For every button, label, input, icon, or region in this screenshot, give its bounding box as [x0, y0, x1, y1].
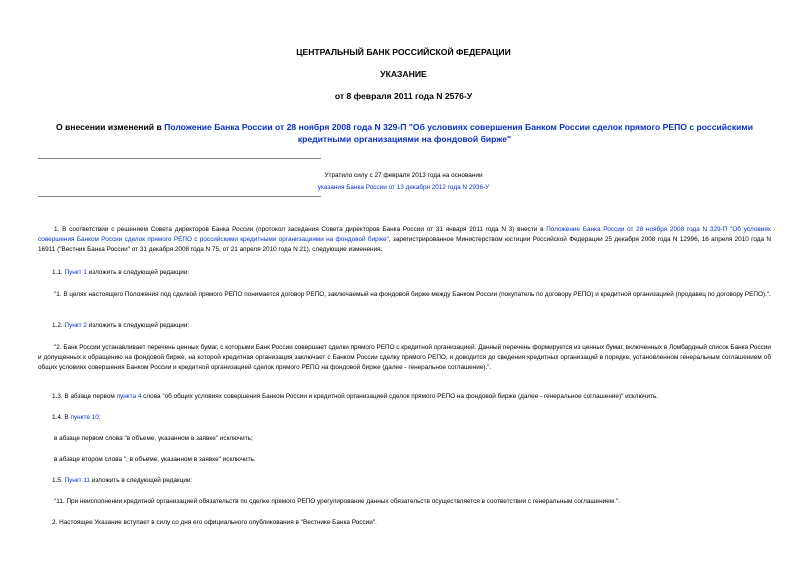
- paragraph-1-3-text: 1.3. В абзаце первом: [52, 393, 117, 400]
- revocation-link[interactable]: указания Банка России от 13 декабря 2012 года N 2936-У: [317, 184, 490, 191]
- paragraph-1-1: [52, 268, 771, 278]
- divider-top: [38, 158, 321, 159]
- revocation-text: Утратило силу с 27 февраля 2013 года на основании: [324, 172, 483, 179]
- point-10-link[interactable]: пункте 10: [70, 414, 99, 421]
- paragraph-1-4: [52, 413, 771, 423]
- paragraph-1-text: 1. В соответствии с решением Совета директоров Банка России (протокол заседания Совета директоров Банка России от 31 января 2011 года N 3) внести в: [54, 226, 547, 233]
- paragraph-1-2-text: изложить в следующей редакции:: [86, 322, 190, 329]
- paragraph-1-1-num: 1.1.: [52, 269, 65, 276]
- paragraph-1-text-end: , зарегистрированное Министерством юстиции Российской Федерации 25 декабря 2008 года N 12996, 16 апреля 2010 года N 16911 ("Вестник Банка России" от 31 декабря 2008 года N 75, от 21 апреля 2010 года N 21), следующие изменения.: [38, 236, 771, 253]
- point-4-link[interactable]: пункта 4: [116, 393, 142, 400]
- divider-bottom: [38, 196, 321, 197]
- point-2-link[interactable]: Пункт 2: [64, 322, 87, 329]
- paragraph-1-1-text: изложить в следующей редакции:: [86, 269, 190, 276]
- quote-point-2: "2. Банк России устанавливает перечень ценных бумаг, с которыми Банк России совершает сделки прямого РЕПО с кредитной организацией. Данный перечень формируется из ценных бумаг, включенных в Ломбардный список Банка России и допущенных к обращению на фондовой бирже, на которой кредитная организация заключает с Банком России сделку прямого РЕПО, и доводится до сведения кредитных организаций в порядке, установленном генеральным соглашением об общих условиях совершения Банком России и кредитной организацией сделок прямого РЕПО на фондовой бирже (далее - генеральное соглашение).".: [38, 344, 771, 371]
- quote-point-1: "1. В целях настоящего Положения под сделкой прямого РЕПО понимается договор РЕПО, заключаемый на фондовой бирже между Банком России (покупатель по договору РЕПО) и кредитной организацией (продавец по договору РЕПО).".: [54, 291, 771, 298]
- paragraph-1-4-text: 1.4. В: [52, 414, 71, 421]
- paragraph-1-4-colon: :: [98, 414, 101, 421]
- point-1-link[interactable]: Пункт 1: [64, 269, 87, 276]
- paragraph-1-5-num: 1.5.: [52, 477, 65, 484]
- paragraph-1-5: [52, 476, 771, 486]
- paragraph-1-2: [52, 321, 771, 331]
- paragraph-1-3-text-end: слова "об общих условиях совершения Банком России и кредитной организацией сделок прямого РЕПО на фондовой бирже (далее - генеральное соглашение)" исключить.: [141, 393, 659, 400]
- document-title: [30, 121, 779, 145]
- title-regulation-link[interactable]: Положение Банка России от 28 ноября 2008 года N 329-П "Об условиях совершения Банком России сделок прямого РЕПО с российскими кредитными организациями на фондовой бирже": [164, 122, 754, 144]
- revocation-note: [0, 170, 807, 194]
- document-date-number: от 8 февраля 2011 года N 2576-У: [334, 91, 473, 101]
- paragraph-2: 2. Настоящее Указание вступает в силу со дня его официального опубликования в "Вестнике Банка России".: [52, 519, 377, 526]
- paragraph-1-4-item-2: в абзаце втором слова ", в объеме, указанном в заявке" исключить.: [54, 456, 256, 463]
- paragraph-1-regulation-link[interactable]: Положение Банка России от 28 ноября 2008 года N 329-П "Об условиях совершения Банком России сделок прямого РЕПО с российскими кредитными организациями на фондовой бирже": [38, 226, 771, 243]
- paragraph-1-2-num: 1.2.: [52, 322, 65, 329]
- paragraph-1-5-text: изложить в следующей редакции:: [89, 477, 193, 484]
- title-prefix: О внесении изменений в: [55, 122, 165, 132]
- quote-point-11: "11. При неисполнении кредитной организацией обязательств по сделке прямого РЕПО урегулирование данных обязательств осуществляется в соответствии с генеральным соглашением.".: [54, 498, 620, 505]
- document-type-heading: УКАЗАНИЕ: [380, 69, 427, 79]
- paragraph-1-3: [52, 392, 771, 402]
- paragraph-1-4-item-1: в абзаце первом слова "в объеме, указанном в заявке" исключить;: [54, 435, 253, 442]
- paragraph-1: [38, 225, 771, 255]
- issuer-heading: ЦЕНТРАЛЬНЫЙ БАНК РОССИЙСКОЙ ФЕДЕРАЦИИ: [296, 47, 511, 57]
- point-11-link[interactable]: Пункт 11: [64, 477, 90, 484]
